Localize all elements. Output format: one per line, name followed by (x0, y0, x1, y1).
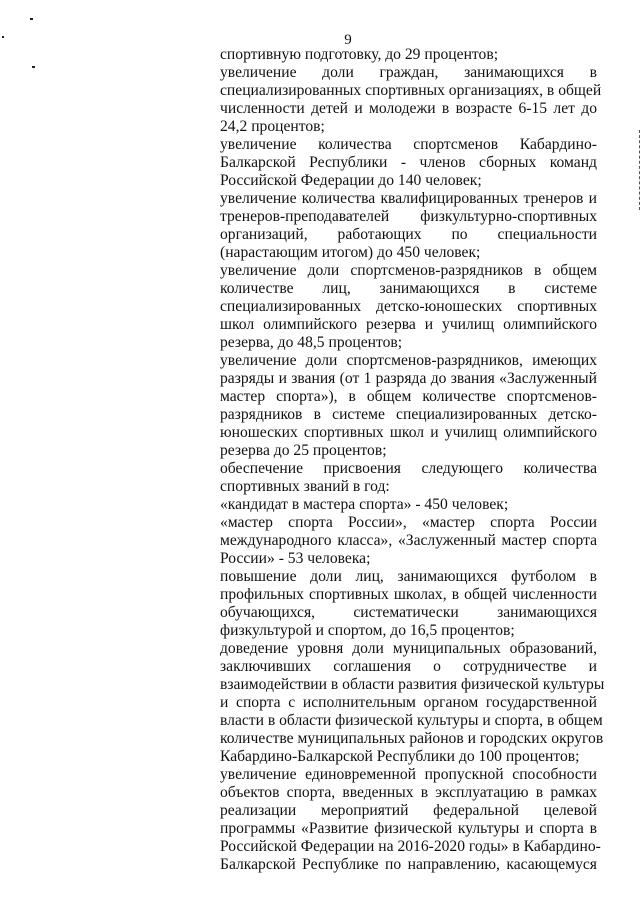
text-line: и спорта с исполнительным органом государственной (220, 694, 597, 711)
text-line: количестве лиц, занимающихся в системе (220, 280, 597, 297)
text-line: России» - 53 человека; (220, 550, 371, 567)
text-line: мастер спорта»), в общем количестве спортсменов- (220, 388, 597, 405)
text-line: увеличение количества квалифицированных тренеров и (220, 190, 597, 207)
text-line: «кандидат в мастера спорта» - 450 человек; (220, 496, 509, 513)
text-line: международного класса», «Заслуженный мастер спорта (220, 532, 597, 549)
text-line: заключивших соглашения о сотрудничестве и (220, 658, 597, 675)
text-line: увеличение доли спортсменов-разрядников, имеющих (220, 352, 597, 369)
document-body (220, 46, 605, 874)
text-line: повышение доли лиц, занимающихся футболом в (220, 568, 597, 585)
text-line: разрядников в системе специализированных детско- (220, 406, 597, 423)
text-line: доведение уровня доли муниципальных образований, (220, 640, 597, 657)
text-line: численности детей и молодежи в возрасте 6-15 лет до (220, 100, 597, 117)
scan-mark (2, 36, 4, 38)
text-line: объектов спорта, введенных в эксплуатацию в рамках (220, 784, 597, 801)
page-number: 9 (344, 32, 352, 48)
text-line: обеспечение присвоения следующего количества (220, 460, 597, 477)
text-line: взаимодействии в области развития физической культуры (220, 676, 605, 693)
text-line: увеличение единовременной пропускной способности (220, 766, 597, 783)
scan-mark (32, 66, 35, 68)
text-line: увеличение доли спортсменов-разрядников в общем (220, 262, 597, 279)
text-line: (нарастающим итогом) до 450 человек; (220, 244, 481, 261)
scan-edge (636, 130, 640, 210)
text-line: программы «Развитие физической культуры и спорта в (220, 820, 597, 837)
text-line: 24,2 процентов; (220, 118, 325, 135)
text-line: организаций, работающих по специальности (220, 226, 597, 243)
text-line: Кабардино-Балкарской Республики до 100 процентов; (220, 748, 580, 765)
text-line: тренеров-преподавателей физкультурно-спортивных (220, 208, 597, 225)
text-line: спортивную подготовку, до 29 процентов; (220, 46, 499, 63)
text-line: количестве муниципальных районов и городских округов (220, 730, 604, 747)
text-line: Российской Федерации до 140 человек; (220, 172, 482, 189)
text-line: увеличение количества спортсменов Кабардино- (220, 136, 597, 153)
text-line: разряды и звания (от 1 разряда до звания «Заслуженный (220, 370, 597, 387)
text-line: специализированных детско-юношеских спортивных (220, 298, 597, 315)
text-line: Балкарской Республике по направлению, касающемуся (220, 856, 597, 873)
text-line: обучающихся, систематически занимающихся (220, 604, 597, 621)
text-line: юношеских спортивных школ и училищ олимпийского (220, 424, 597, 441)
text-line: резерва до 25 процентов; (220, 442, 387, 459)
text-line: реализации мероприятий федеральной целевой (220, 802, 597, 819)
text-line: Балкарской Республики - членов сборных команд (220, 154, 597, 171)
text-line: Российской Федерации на 2016-2020 годы» в Кабардино- (220, 838, 601, 855)
text-line: профильных спортивных школах, в общей численности (220, 586, 597, 603)
text-line: резерва, до 48,5 процентов; (220, 334, 403, 351)
text-line: физкультурой и спортом, до 16,5 процентов; (220, 622, 515, 639)
text-line: школ олимпийского резерва и училищ олимпийского (220, 316, 597, 333)
text-line: спортивных званий в год: (220, 478, 390, 495)
scan-mark (30, 18, 33, 20)
text-line: специализированных спортивных организациях, в общей (220, 82, 602, 99)
text-line: «мастер спорта России», «мастер спорта России (220, 514, 597, 531)
text-line: увеличение доли граждан, занимающихся в (220, 64, 597, 81)
text-line: власти в области физической культуры и спорта, в общем (220, 712, 603, 729)
